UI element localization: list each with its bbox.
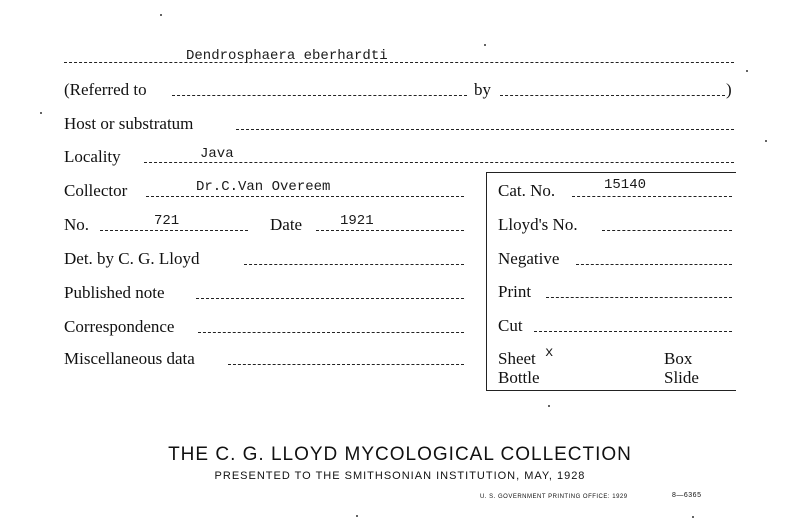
cut-line[interactable] [534,331,732,332]
number-line[interactable] [100,230,248,231]
locality-label: Locality [64,147,121,166]
lloyds-no-line[interactable] [602,230,732,231]
cat-no-value: 15140 [604,177,647,193]
dust-speck [692,516,694,518]
cat-no-line[interactable] [572,196,732,197]
form-number: 8—6365 [672,492,702,499]
printing-office-note: U. S. GOVERNMENT PRINTING OFFICE: 1929 [480,494,628,500]
dust-speck [746,70,748,72]
catalog-box-top-border [486,172,736,173]
referred-to-line[interactable] [172,95,467,96]
collection-subtitle: PRESENTED TO THE SMITHSONIAN INSTITUTION, MAY, 1928 [214,470,586,482]
lloyds-no-label: Lloyd's No. [498,215,578,234]
collection-title: THE C. G. LLOYD MYCOLOGICAL COLLECTION [168,444,632,465]
catalog-box-bottom-border [486,390,736,391]
published-note-label: Published note [64,283,165,302]
miscellaneous-data-label: Miscellaneous data [64,349,195,368]
dust-speck [160,14,162,16]
bottle-label: Bottle [498,368,540,387]
determined-by-label: Det. by C. G. Lloyd [64,249,200,268]
number-value: 721 [154,213,180,229]
correspondence-line[interactable] [198,332,464,333]
miscellaneous-data-line[interactable] [228,364,464,365]
dust-speck [40,112,42,114]
date-line[interactable] [316,230,464,231]
sheet-label: Sheet [498,349,536,368]
cut-label: Cut [498,316,523,335]
by-label: by [474,80,491,99]
box-label: Box [664,349,693,368]
species-line [64,62,734,63]
print-label: Print [498,282,532,301]
slide-label: Slide [664,368,699,387]
by-line[interactable] [500,95,725,96]
dust-speck [765,140,767,142]
host-line[interactable] [236,129,734,130]
dust-speck [484,44,486,46]
negative-label: Negative [498,249,560,268]
sheet-mark: x [545,345,554,361]
collector-value: Dr.C.Van Overeem [196,179,331,195]
locality-line[interactable] [144,162,734,163]
dust-speck [356,515,358,517]
host-label: Host or substratum [64,114,194,133]
dust-speck [548,405,550,407]
close-paren: ) [726,80,732,99]
date-label: Date [270,215,303,234]
referred-to-label: (Referred to [64,80,147,99]
cat-no-label: Cat. No. [498,181,556,200]
determined-by-line[interactable] [244,264,464,265]
published-note-line[interactable] [196,298,464,299]
date-value: 1921 [340,213,374,229]
catalog-box-left-border [486,172,487,390]
collector-line[interactable] [146,196,464,197]
number-label: No. [64,215,90,234]
negative-line[interactable] [576,264,732,265]
print-line[interactable] [546,297,732,298]
collector-label: Collector [64,181,128,200]
species-value: Dendrosphaera eberhardti [186,48,388,64]
locality-value: Java [200,146,234,162]
correspondence-label: Correspondence [64,317,175,336]
